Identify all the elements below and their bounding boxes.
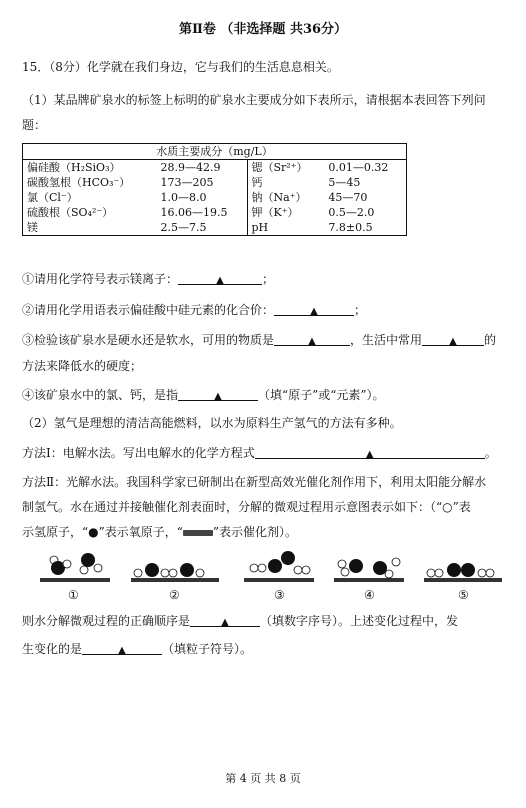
table-cell: 5—45 [328, 176, 361, 189]
blank-mark: ▲ [221, 617, 229, 628]
oxygen-atom [461, 563, 475, 577]
answer-blank[interactable] [255, 444, 485, 459]
hydrogen-atom [478, 569, 486, 577]
question-3 [22, 331, 496, 349]
panel-2 [131, 563, 219, 582]
question-text: （填粒子符号）。 [162, 642, 253, 656]
answer-blank[interactable] [178, 270, 262, 285]
question-text: 的 [484, 333, 497, 347]
panel-3 [244, 551, 314, 582]
part1-text-cont: 题： [22, 118, 47, 132]
question-text: （填“原子”或“元素”）。 [258, 388, 385, 402]
question-text: ，生活中常用 [350, 333, 423, 347]
part1-text: （1）某品牌矿泉水的标签上标明的矿泉水主要成分如下表所示，请根据本表回答下列问 [22, 93, 486, 107]
panel-5 [424, 563, 502, 582]
hydrogen-atom [385, 570, 393, 578]
panel-label: ④ [364, 588, 375, 602]
hydrogen-atom [63, 560, 71, 568]
question-text: 。 [484, 446, 497, 460]
blank-mark: ▲ [449, 336, 457, 347]
answer-blank[interactable] [178, 386, 258, 401]
oxygen-atom [81, 553, 95, 567]
hydrogen-atom [427, 569, 435, 577]
blank-mark: ▲ [214, 391, 222, 402]
question-5 [22, 612, 458, 630]
hydrogen-atom [250, 564, 258, 572]
table-caption: 水质主要成分（mg/L） [23, 144, 407, 160]
question-text: ①请用化学符号表示镁离子： [22, 272, 179, 286]
table-cell: 0.01—0.32 [328, 161, 389, 174]
blank-mark: ▲ [310, 306, 318, 317]
hydrogen-atom [392, 558, 400, 566]
answer-blank[interactable] [190, 612, 260, 627]
panel-label: ⑤ [458, 588, 469, 602]
water-decomposition-diagram [36, 548, 506, 604]
answer-blank[interactable] [274, 301, 354, 316]
table-cell: 硫酸根（SO₄²⁻） [27, 206, 114, 219]
answer-blank[interactable] [274, 331, 350, 346]
panel-label: ② [169, 588, 180, 602]
table-cell: 氯（Cl⁻） [27, 191, 78, 204]
blank-mark: ▲ [365, 449, 374, 460]
method-2-line-3 [22, 523, 297, 541]
oxygen-atom [281, 551, 295, 565]
table-cell: 锶（Sr²⁺） [251, 161, 308, 174]
hydrogen-atom [196, 569, 204, 577]
hydrogen-atom [486, 569, 494, 577]
panel-1 [40, 553, 110, 582]
question-text: 则水分解微观过程的正确顺序是 [22, 614, 191, 628]
table-cell: 45—70 [328, 191, 368, 204]
question-text: （填数字序号）。上述变化过程中，发 [260, 614, 459, 628]
table-cell: pH [251, 221, 269, 234]
table-cell: 28.9—42.9 [157, 160, 248, 176]
method-1 [22, 444, 497, 462]
question-text: ”表示催化剂）。 [212, 525, 298, 539]
blank-mark: ▲ [216, 275, 224, 286]
table-cell: 钙 [251, 176, 263, 189]
table-cell: 偏硅酸（H₂SiO₃） [27, 161, 121, 174]
question-text: ； [262, 272, 275, 286]
section-title: 第Ⅱ卷 （非选择题 共36分） [178, 22, 348, 37]
table-cell: 2.5—7.5 [157, 220, 248, 236]
hydrogen-atom [294, 566, 302, 574]
catalyst-surface [244, 578, 314, 582]
question-6 [22, 640, 252, 658]
panel-label: ③ [274, 588, 285, 602]
hydrogen-atom [161, 569, 169, 577]
hydrogen-atom [258, 564, 266, 572]
part2-text: （2）氢气是理想的清洁高能燃料，以水为原料生产氢气的方法有多种。 [22, 416, 402, 430]
question-2 [22, 301, 366, 319]
hydrogen-atom [338, 560, 346, 568]
table-cell: 碳酸氢根（HCO₃⁻） [27, 176, 131, 189]
answer-blank[interactable] [422, 331, 484, 346]
water-composition-table [22, 143, 407, 236]
page-number: 第 4 页 共 8 页 [225, 772, 301, 785]
hydrogen-atom [169, 569, 177, 577]
question-3-cont: 方法来降低水的硬度； [22, 359, 143, 373]
panel-label: ① [68, 588, 79, 602]
hydrogen-atom [94, 564, 102, 572]
question-text: ④该矿泉水中的氯、钙，是指 [22, 388, 179, 402]
question-text: 方法Ⅰ：电解水法。写出电解水的化学方程式 [22, 446, 255, 460]
hydrogen-atom [302, 566, 310, 574]
catalyst-surface [131, 578, 219, 582]
catalyst-surface [334, 578, 404, 582]
question-text: ； [354, 303, 367, 317]
hydrogen-atom [134, 569, 142, 577]
table-cell: 1.0—8.0 [157, 190, 248, 205]
question-text: 示氢原子，“●”表示氧原子，“ [22, 525, 183, 539]
question-4 [22, 386, 385, 404]
question-text: 生变化的是 [22, 642, 83, 656]
oxygen-atom [447, 563, 461, 577]
table-cell: 钠（Na⁺） [251, 191, 307, 204]
hydrogen-atom [80, 566, 88, 574]
answer-blank[interactable] [82, 640, 162, 655]
hydrogen-atom [435, 569, 443, 577]
oxygen-atom [268, 559, 282, 573]
table-cell: 钾（K⁺） [251, 206, 299, 219]
catalyst-symbol [183, 530, 213, 536]
panel-4 [334, 558, 404, 582]
table-cell: 173—205 [157, 175, 248, 190]
question-intro: 15．（8分）化学就在我们身边，它与我们的生活息息相关。 [22, 60, 339, 74]
blank-mark: ▲ [308, 336, 316, 347]
question-text: ②请用化学用语表示偏硅酸中硅元素的化合价： [22, 303, 275, 317]
table-cell: 0.5—2.0 [328, 206, 375, 219]
table-cell: 镁 [27, 221, 38, 234]
question-text: ③检验该矿泉水是硬水还是软水，可用的物质是 [22, 333, 275, 347]
method-2-line-1: 方法Ⅱ：光解水法。我国科学家已研制出在新型高效光催化剂作用下，利用太阳能分解水 [22, 475, 487, 489]
question-1 [22, 270, 274, 288]
oxygen-atom [349, 559, 363, 573]
oxygen-atom [180, 563, 194, 577]
hydrogen-atom [341, 568, 349, 576]
oxygen-atom [145, 563, 159, 577]
table-cell: 16.06—19.5 [157, 205, 248, 220]
method-2-line-2: 制氢气。水在通过并接触催化剂表面时，分解的微观过程用示意图表示如下：（“○”表 [22, 500, 471, 514]
catalyst-surface [424, 578, 502, 582]
table-cell: 7.8±0.5 [328, 221, 373, 234]
blank-mark: ▲ [118, 645, 126, 656]
catalyst-surface [40, 578, 110, 582]
